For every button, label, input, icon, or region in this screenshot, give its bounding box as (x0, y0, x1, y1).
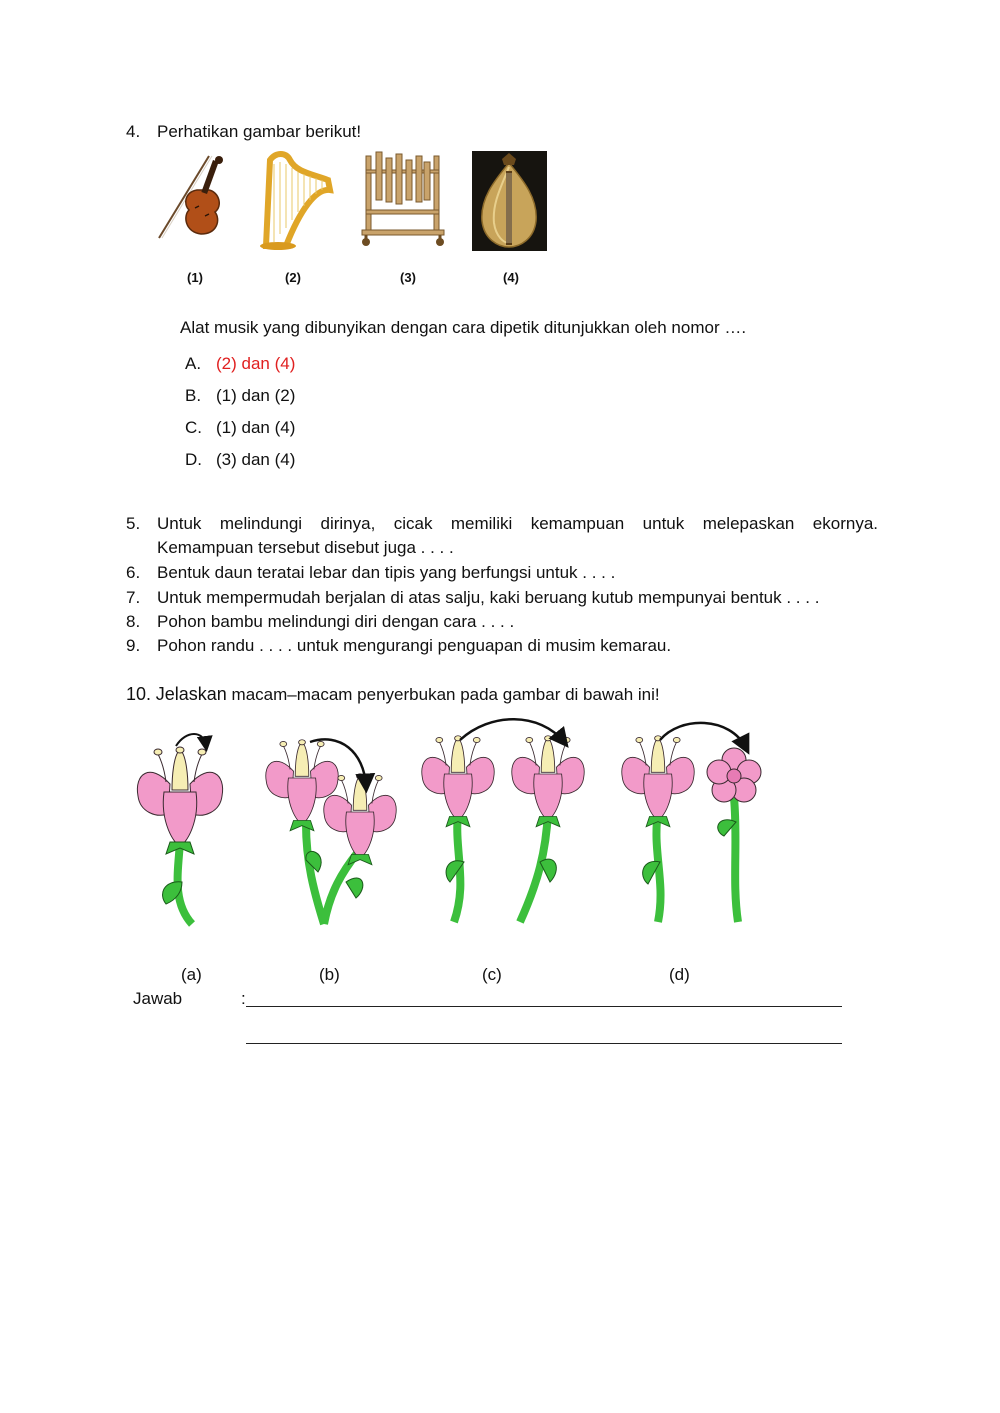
option-d[interactable] (185, 450, 295, 470)
question-5-line-1: Untuk melindungi dirinya, cicak memiliki kemampuan untuk melepaskan ekornya. (157, 514, 878, 533)
question-8 (126, 610, 878, 634)
answer-colon: : (241, 989, 246, 1008)
flower-d (622, 723, 761, 922)
option-c[interactable] (185, 418, 295, 438)
image-label-1: (1) (187, 270, 203, 285)
label-c: (c) (482, 965, 502, 984)
question-4-prompt: Perhatikan gambar berikut! (157, 122, 362, 141)
pollination-illustration (120, 712, 800, 932)
question-6-text: Bentuk daun teratai lebar dan tipis yang berfungsi untuk . . . . (157, 563, 616, 582)
question-10 (126, 684, 660, 705)
question-8-text: Pohon bambu melindungi diri dengan cara . . . . (157, 612, 515, 631)
option-d-text: (3) dan (4) (216, 450, 296, 469)
question-9-number: 9. (126, 636, 141, 655)
question-7-number: 7. (126, 588, 141, 607)
flower-b (266, 739, 396, 924)
answer-line-1[interactable] (246, 1006, 842, 1007)
image-label-3: (3) (400, 270, 416, 285)
question-7 (126, 586, 878, 610)
question-4-text: Alat musik yang dibunyikan dengan cara dipetik ditunjukkan oleh nomor …. (180, 318, 747, 337)
label-a: (a) (181, 965, 202, 984)
option-b[interactable] (185, 386, 295, 406)
answer-label: Jawab (133, 989, 183, 1008)
option-a-text: (2) dan (4) (216, 354, 296, 373)
flower-a (137, 734, 222, 924)
question-4-number: 4. (126, 122, 141, 141)
question-5-number: 5. (126, 514, 141, 533)
harp-icon (256, 150, 336, 252)
question-5 (126, 512, 878, 560)
question-9-text: Pohon randu . . . . untuk mengurangi penguapan di musim kemarau. (157, 636, 672, 655)
question-10-number: 10. (126, 684, 152, 704)
label-b: (b) (319, 965, 340, 984)
question-5-line-2: Kemampuan tersebut disebut juga . . . . (157, 538, 454, 557)
option-c-text: (1) dan (4) (216, 418, 296, 437)
option-a[interactable] (185, 354, 295, 374)
question-10-emphasis: Jelaskan (155, 684, 227, 704)
image-label-2: (2) (285, 270, 301, 285)
option-c-letter: C. (185, 418, 202, 437)
answer-line-2[interactable] (246, 1043, 842, 1044)
question-7-text: Untuk mempermudah berjalan di atas salju, kaki beruang kutub mempunyai bentuk . . . . (157, 588, 820, 607)
question-8-number: 8. (126, 612, 141, 631)
label-d: (d) (669, 965, 690, 984)
option-d-letter: D. (185, 450, 202, 469)
option-b-letter: B. (185, 386, 202, 405)
angklung-icon (360, 150, 446, 250)
violin-icon (157, 150, 233, 242)
question-9 (126, 634, 878, 658)
question-6 (126, 561, 878, 585)
option-b-text: (1) dan (2) (216, 386, 296, 405)
question-10-prompt: macam–macam penyerbukan pada gambar di bawah ini! (226, 685, 660, 704)
option-a-letter: A. (185, 354, 202, 373)
sasando-icon (472, 151, 547, 251)
image-label-4: (4) (503, 270, 519, 285)
flower-c (422, 719, 584, 922)
question-6-number: 6. (126, 563, 141, 582)
